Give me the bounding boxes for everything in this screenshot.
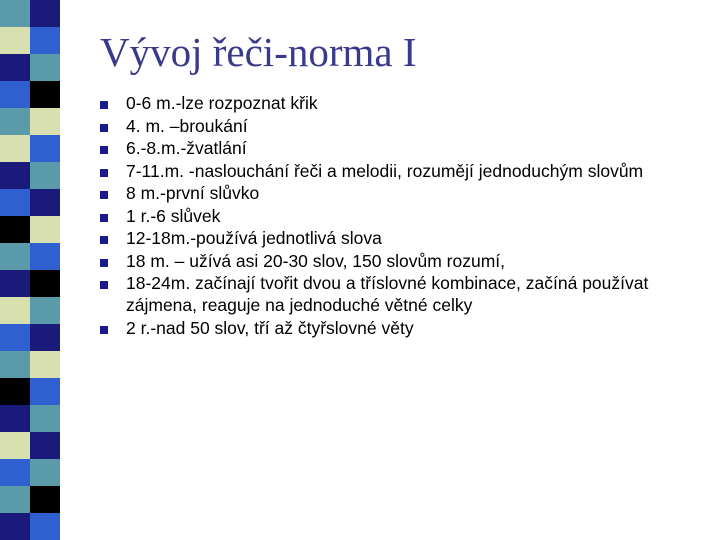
stripe-block [30, 405, 60, 432]
stripe-block [0, 135, 30, 162]
stripe-row [0, 27, 60, 54]
bullet-text: 4. m. –broukání [126, 115, 248, 136]
stripe-block [0, 297, 30, 324]
bullet-item [100, 92, 700, 114]
stripe-block [30, 135, 60, 162]
stripe-block [30, 324, 60, 351]
bullet-item [100, 205, 700, 227]
stripe-block [0, 405, 30, 432]
bullet-square-icon [100, 236, 108, 244]
stripe-block [0, 27, 30, 54]
bullet-text: 12-18m.-používá jednotlivá slova [126, 228, 382, 248]
stripe-block [0, 189, 30, 216]
stripe-block [0, 243, 30, 270]
stripe-block [0, 351, 30, 378]
bullet-text: 0-6 m.-lze rozpoznat křik [126, 93, 318, 113]
stripe-block [30, 243, 60, 270]
stripe-block [30, 297, 60, 324]
bullet-square-icon [100, 146, 108, 154]
stripe-row [0, 405, 60, 432]
stripe-row [0, 459, 60, 486]
bullet-text: 7-11.m. -naslouchání řeči a melodii, rozumějí jednoduchým slovům [126, 160, 644, 181]
stripe-row [0, 378, 60, 405]
stripe-block [30, 0, 60, 27]
bullet-item [100, 272, 700, 316]
bullet-square-icon [100, 191, 108, 199]
bullet-item [100, 115, 700, 137]
stripe-row [0, 135, 60, 162]
bullet-list [100, 92, 700, 339]
stripe-block [30, 459, 60, 486]
bullet-text: 1 r.-6 slůvek [126, 205, 221, 226]
stripe-block [30, 162, 60, 189]
stripe-row [0, 324, 60, 351]
stripe-row [0, 432, 60, 459]
bullet-square-icon [100, 101, 108, 109]
stripe-block [0, 486, 30, 513]
bullet-text: 18 m. – užívá asi 20-30 slov, 150 slovům rozumí, [126, 250, 506, 271]
stripe-block [30, 27, 60, 54]
stripe-row [0, 108, 60, 135]
stripe-row [0, 270, 60, 297]
stripe-block [0, 513, 30, 540]
stripe-row [0, 81, 60, 108]
stripe-block [30, 216, 60, 243]
stripe-block [0, 216, 30, 243]
stripe-block [0, 81, 30, 108]
stripe-block [30, 513, 60, 540]
stripe-row [0, 54, 60, 81]
bullet-item [100, 227, 700, 249]
bullet-item [100, 182, 700, 204]
stripe-row [0, 0, 60, 27]
bullet-text: 8 m.-první slůvko [126, 183, 260, 203]
decorative-stripe [0, 0, 60, 540]
stripe-block [0, 378, 30, 405]
bullet-text: 2 r.-nad 50 slov, tří až čtyřslovné věty [126, 317, 414, 338]
stripe-block [0, 459, 30, 486]
stripe-block [0, 54, 30, 81]
stripe-row [0, 486, 60, 513]
bullet-square-icon [100, 169, 108, 177]
stripe-block [30, 486, 60, 513]
bullet-text: 6.-8.m.-žvatlání [126, 138, 247, 158]
stripe-block [30, 432, 60, 459]
stripe-block [30, 108, 60, 135]
stripe-row [0, 189, 60, 216]
stripe-block [30, 351, 60, 378]
bullet-item [100, 137, 700, 159]
bullet-item [100, 317, 700, 339]
slide-title: Vývoj řeči-norma I [100, 29, 417, 75]
stripe-block [30, 189, 60, 216]
stripe-block [0, 162, 30, 189]
stripe-row [0, 513, 60, 540]
stripe-block [30, 54, 60, 81]
bullet-text: 18-24m. začínají tvořit dvou a tříslovné kombinace, začíná používat zájmena, reaguje na jednoduché větné celky [126, 273, 649, 315]
stripe-row [0, 297, 60, 324]
stripe-block [30, 270, 60, 297]
stripe-row [0, 351, 60, 378]
stripe-block [0, 324, 30, 351]
stripe-row [0, 162, 60, 189]
stripe-row [0, 216, 60, 243]
stripe-block [0, 108, 30, 135]
bullet-square-icon [100, 214, 108, 222]
stripe-block [0, 432, 30, 459]
stripe-block [0, 0, 30, 27]
bullet-square-icon [100, 259, 108, 267]
stripe-block [0, 270, 30, 297]
bullet-item [100, 250, 700, 272]
bullet-square-icon [100, 124, 108, 132]
bullet-square-icon [100, 326, 108, 334]
stripe-block [30, 81, 60, 108]
stripe-row [0, 243, 60, 270]
bullet-square-icon [100, 281, 108, 289]
bullet-item [100, 160, 700, 182]
stripe-block [30, 378, 60, 405]
